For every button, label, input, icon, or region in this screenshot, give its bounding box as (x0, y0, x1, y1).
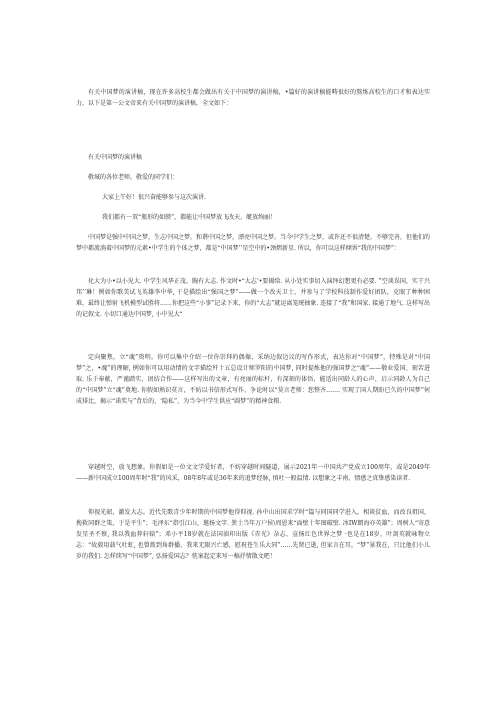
document-title: 有关中国梦的演讲稿 (88, 154, 143, 161)
paragraph-imagination: 穿越时空，放飞想象。你假如是一位文文学爱好者，不妨穿越时间隧道，展示2021年一中国共产党成立100周年，或是2049年——新中国成立100周年时“我”的风采，08年8年或是36年来的追梦经脉, 慎吐一般温情. 以想象之丰南、情感之真挚感染读者. (76, 464, 430, 482)
paragraph-soul: 定向聚焦，立“魂”资明。你可以集中介绍一位你崇拜的偶像，采纳边叙边议的写作形式，表达你对“中国梦”，特殊是对“中国梦”之，•魂”的理解, 例如你可以用动情的文字描绘歼十五总设计师罗阳的中国梦, 同时提炼他的强国梦之“魂”——敬业爱国、刻苦进取. 乐于奉献，严谨踏实，团结合作——这样写出的文章，有亮丽的标杆，有深刻的体悟，能适出同龄人的心声，启示同龄人为自己的“中国梦”立“魂”奠地. 你假如熟识莫言，不妨以书信形式写作，争论时以“莫言老师：您整齐……. 实现了国人期盼已久的中国梦”何成排比，揭示“诺奖与”背后的，‘隐私”，为当今中学生供应“圆梦”的精神食粮. (76, 354, 430, 405)
intro-paragraph: 有关中国梦的演讲稿，现在许多高校生都会做出有关于中国梦的演讲稿，•篇好的演讲稿能畴很好的熬炼高校生的口才和表达实力，以下是第一公文帝来有关中国梦的演讲稿，全文如下： (76, 89, 430, 107)
paragraph-chinese-dream: 中国梦是强中中国之梦，生志中国之梦，和谐中国之梦，漂亮中国之梦。当今中学生之梦，或许还不很清楚，不够完善，但他们的梦中都流淌着中国梦的元素•中学生的个体之梦，都是“中国梦’’星空中的•颈熠新星. 所以，你可以这样倾诉“我的中国梦”： (76, 234, 431, 252)
paragraph-ancestors: 仰视光韶，激发大志。近代先歌青少年时期的中国梦他得仰视. 孙中山出国求学时“篇与同国同学进入，相谈贫血，而改良祖国，挽救同群之策，于是平生”；毛泽东“指引江山，邀扬文字. 粪土当年万户侯\周恩来“面壁十年图破壁. 冰IW朗海亦英雄”；周树人“寄意发星圣不察, 我以我血荐轩辕”；邓小平18岁就在法国油印出版《赤光》杂志，宣扬红色世界之梦 ·也是在18岁，叶剑英就咏物立志：“故毅用载气吐虹, 也曾拨到角群播、我来无限兴亡感，慰祝苍生乐大同”……先贤已逝, 但家言在耳，“梦”景我在，只比他们小儿岁的我们. 怎样续写“中国梦”, 弘扬爱国志？恍案起定来写一稿抒情散文吧！ (76, 509, 430, 560)
paragraph-opening: 大家上午好！很兴奋能够参与这次演讲. (102, 194, 206, 201)
paragraph-small-to-big: 化大为小•以小见大. 中学生风华正茂，胸有大志. 作文时•“大志’•要揭给. 从小处实事切入演绎幻想更有必要. ”空谈误国，实干兴邦’’琳！例如你歌美试飞英雄李中华, 于是描绘出“强国之梦”——做一个改天卫士，并参与了学校科技制作爱好团队，克眼了种种困难，最终让弹射飞机模型试胜将……你把这些“小事”记录下来，你的“大志”就运离笼统抽象. 连接了“我”和国家. 接通了地气. 这样写出的记叙文. 小切口通达中国梦, 小中见大“ (76, 278, 430, 318)
greeting: 敬城的各位老师，敬爱的同学们： (88, 174, 179, 181)
paragraph-wings: 我们都有一双“瓶形的如膀”，都能让中国梦放飞改天，艇放绚丽！ (102, 214, 277, 221)
